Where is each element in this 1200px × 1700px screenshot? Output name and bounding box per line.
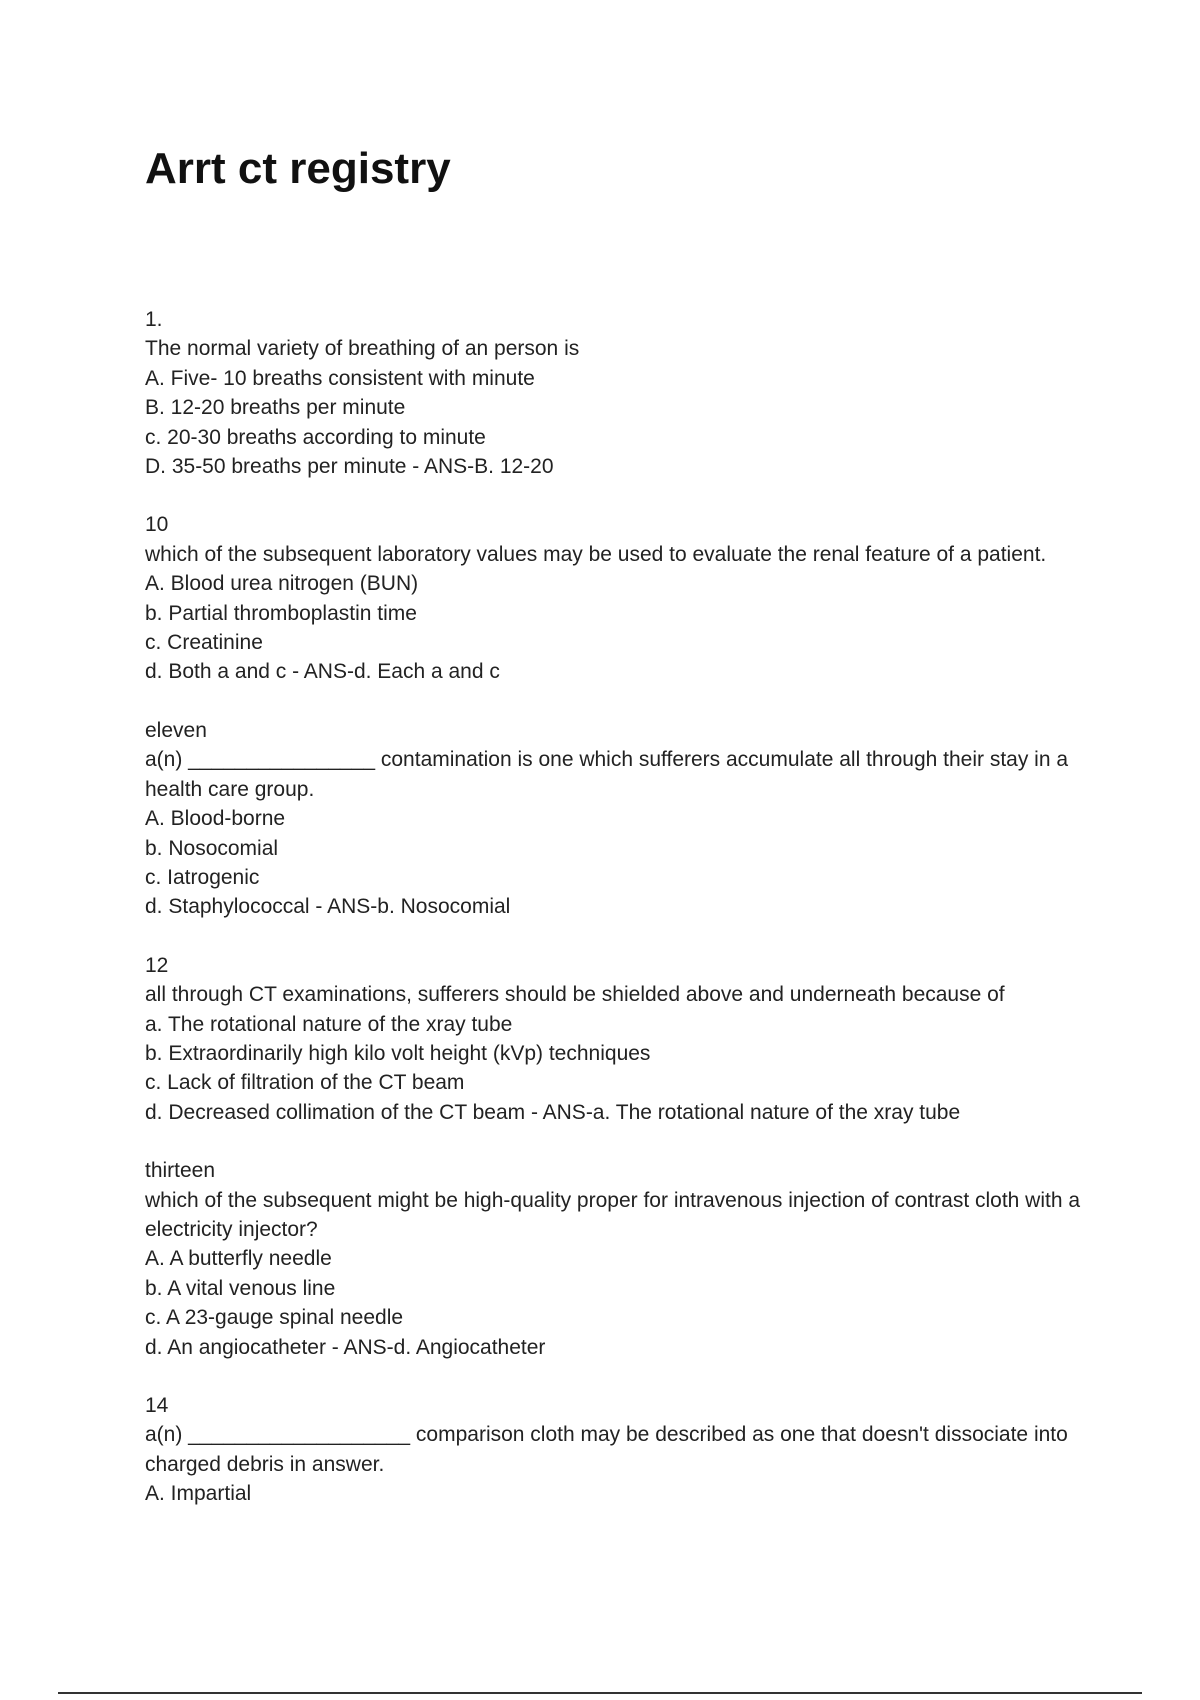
answer-option: A. Five- 10 breaths consistent with minute: [145, 366, 535, 390]
question-text: a(n) ________________ contamination is one which sufferers accumulate all through their stay in a health care group.: [145, 748, 1069, 801]
question-number: thirteen: [145, 1159, 216, 1183]
answer-option: d. An angiocatheter - ANS-d. Angiocatheter: [145, 1335, 546, 1359]
question-number: 14: [145, 1394, 169, 1417]
answer-option: A. A butterfly needle: [145, 1247, 332, 1271]
question-text: all through CT examinations, sufferers should be shielded above and underneath because of: [145, 983, 1005, 1007]
answer-option: c. Iatrogenic: [145, 865, 260, 889]
answer-option: c. Lack of filtration of the CT beam: [145, 1071, 465, 1095]
question-text: a(n) ___________________ comparison cloth may be described as one that doesn't dissociate into charged debris in answer.: [145, 1423, 1068, 1476]
answer-option: A. Blood urea nitrogen (BUN): [145, 572, 419, 596]
answer-option: b. Partial thromboplastin time: [145, 601, 417, 625]
question-list: [145, 305, 1085, 1509]
question-item: [145, 716, 1085, 922]
answer-option: d. Decreased collimation of the CT beam - ANS-a. The rotational nature of the xray tube: [145, 1100, 961, 1124]
question-item: [145, 1391, 1085, 1509]
question-item: [145, 510, 1085, 686]
question-number: 10: [145, 513, 169, 537]
page-title: Arrt ct registry: [145, 144, 451, 193]
question-item: [145, 1156, 1085, 1362]
answer-option: c. 20-30 breaths according to minute: [145, 425, 486, 449]
answer-option: A. Impartial: [145, 1482, 252, 1506]
answer-option: a. The rotational nature of the xray tube: [145, 1012, 513, 1036]
answer-option: A. Blood-borne: [145, 807, 286, 831]
question-number: 1.: [145, 308, 163, 331]
question-item: [145, 951, 1085, 1127]
answer-option: b. A vital venous line: [145, 1276, 336, 1300]
question-text: which of the subsequent might be high-quality proper for intravenous injection of contrast cloth with a electricity injector?: [145, 1188, 1081, 1241]
answer-option: c. A 23-gauge spinal needle: [145, 1306, 404, 1330]
answer-option: b. Extraordinarily high kilo volt height (kVp) techniques: [145, 1041, 651, 1065]
question-text: The normal variety of breathing of an person is: [145, 337, 580, 361]
question-number: 12: [145, 953, 169, 977]
answer-option: B. 12-20 breaths per minute: [145, 396, 406, 420]
question-text: which of the subsequent laboratory values may be used to evaluate the renal feature of a patient.: [145, 542, 1047, 566]
question-item: [145, 305, 1085, 481]
answer-option: d. Both a and c - ANS-d. Each a and c: [145, 660, 500, 684]
answer-option: d. Staphylococcal - ANS-b. Nosocomial: [145, 895, 511, 919]
question-number: eleven: [145, 718, 207, 742]
footer-divider: [58, 1692, 1142, 1694]
answer-option: c. Creatinine: [145, 631, 263, 655]
answer-option: b. Nosocomial: [145, 836, 279, 860]
answer-option: D. 35-50 breaths per minute - ANS-B. 12-20: [145, 455, 554, 479]
